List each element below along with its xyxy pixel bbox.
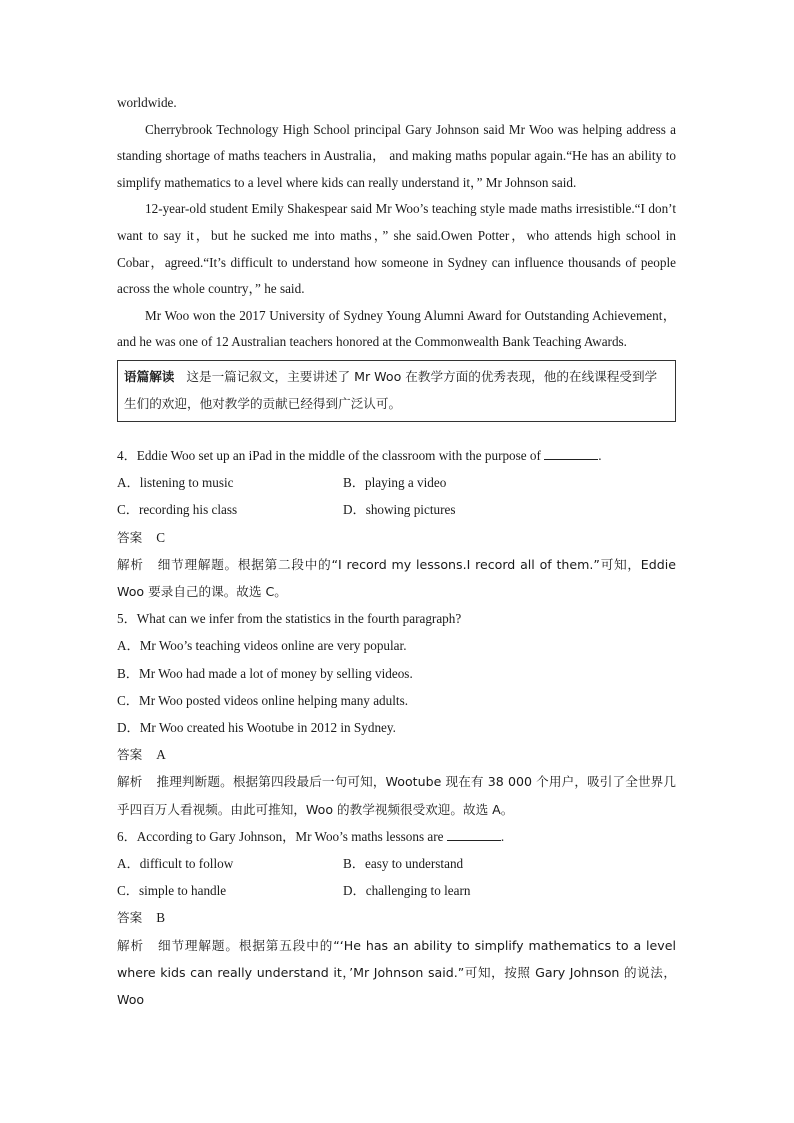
answer-label: 答案	[117, 747, 143, 763]
stem-end: .	[500, 828, 505, 844]
answer-blank	[544, 447, 598, 460]
stem-end: .	[598, 447, 602, 463]
summary-label: 语篇解读	[124, 368, 175, 384]
answer-line	[117, 904, 676, 931]
option-b: B．playing a video	[343, 475, 447, 491]
answer-line	[117, 741, 676, 768]
answer-value: B	[156, 910, 165, 926]
passage-paragraph-award: Mr Woo won the 2017 University of Sydney Young Alumni Award for Outstanding Achievement， and he was one of 12 Australian teachers honored at the Commonwealth Bank Teaching Awards.	[117, 307, 676, 350]
question-4-stem: 4．Eddie Woo set up an iPad in the middle of the classroom with the purpose of	[117, 447, 541, 463]
explanation-label: 解析	[117, 774, 143, 790]
explanation	[117, 932, 676, 1014]
option-c: C．Mr Woo posted videos online helping many adults.	[117, 692, 408, 708]
summary-text: 这是一篇记叙文，主要讲述了 Mr Woo 在教学方面的优秀表现，他的在线课程受到学生们的欢迎，他对教学的贡献已经得到广泛认可。	[124, 368, 658, 411]
options-row-1	[117, 850, 676, 877]
option-d: D．Mr Woo created his Wootube in 2012 in Sydney.	[117, 719, 396, 735]
explanation	[117, 551, 676, 605]
option-a: A．difficult to follow	[117, 855, 234, 871]
answer-line	[117, 524, 676, 551]
options-row-2	[117, 877, 676, 904]
answer-label: 答案	[117, 910, 143, 926]
explanation-label: 解析	[117, 937, 144, 953]
question-5-stem: 5．What can we infer from the statistics in the fourth paragraph?	[117, 611, 462, 627]
explanation-label: 解析	[117, 556, 144, 572]
answer-value: C	[156, 529, 165, 545]
option-a: A．Mr Woo’s teaching videos online are very popular.	[117, 638, 407, 654]
question-stem	[117, 442, 676, 469]
question-6-stem: 6．According to Gary Johnson，Mr Woo’s maths lessons are	[117, 828, 444, 844]
option-b: B．easy to understand	[343, 855, 464, 871]
explanation-text: 细节理解题。根据第五段中的“‘He has an ability to simplify mathematics to a level where kids can really understand it，’Mr Johnson said.”可知，按照 Gary Johnson 的说法，Woo	[117, 937, 676, 1007]
option-a: A．listening to music	[117, 475, 234, 491]
question-stem	[117, 823, 676, 850]
passage-paragraph-johnson: Cherrybrook Technology High School principal Gary Johnson said Mr Woo was helping address a standing shortage of maths teachers in Australia， and making maths popular again.“He has an ability to simplify mathematics to a level where kids can really understand it，” Mr Johnson said.	[117, 121, 676, 190]
options-row-1	[117, 469, 676, 496]
explanation-text: 推理判断题。根据第四段最后一句可知，Wootube 现在有 38 000 个用户，吸引了全世界几乎四百万人看视频。由此可推知，Woo 的教学视频很受欢迎。故选 A。	[117, 774, 677, 817]
explanation-text: 细节理解题。根据第二段中的“I record my lessons.I record all of them.”可知，Eddie Woo 要录自己的课。故选 C。	[117, 556, 676, 599]
answer-label: 答案	[117, 529, 143, 545]
answer-blank	[447, 828, 501, 841]
option-d: D．showing pictures	[343, 502, 456, 518]
question-4	[117, 442, 676, 605]
options-row-2	[117, 496, 676, 523]
answer-value: A	[156, 747, 166, 763]
question-5	[117, 605, 676, 823]
question-6	[117, 823, 676, 1013]
document-page	[117, 90, 676, 1013]
explanation	[117, 768, 676, 822]
option-c: C．recording his class	[117, 502, 238, 518]
summary-box	[117, 360, 676, 422]
passage-paragraph-shakespear: 12-year-old student Emily Shakespear said Mr Woo’s teaching style made maths irresistible.“I don’t want to say it，but he sucked me into maths，” she said.Owen Potter，who attends high school in Cobar，agreed.“It’s difficult to understand how someone in Sydney can influence thousands of people across the whole country，” he said.	[117, 201, 676, 297]
option-b: B．Mr Woo had made a lot of money by selling videos.	[117, 665, 413, 681]
option-d: D．challenging to learn	[343, 883, 471, 899]
passage-fragment: worldwide.	[117, 95, 177, 110]
option-c: C．simple to handle	[117, 883, 227, 899]
